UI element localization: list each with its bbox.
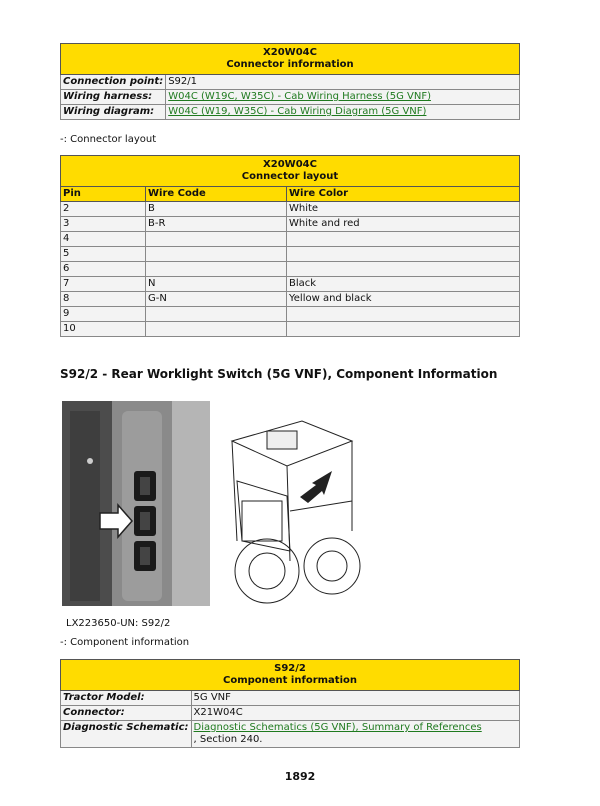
- switch-panel-photo: [62, 401, 210, 606]
- wire-color-cell: [287, 247, 520, 262]
- wire-color-cell: [287, 262, 520, 277]
- table-row: [61, 105, 520, 120]
- table-row: [61, 262, 520, 277]
- table-row: [61, 247, 520, 262]
- wire-code-cell: [146, 307, 287, 322]
- pin-cell: 5: [61, 247, 146, 262]
- table-row: [61, 277, 520, 292]
- wiring-harness-label: Wiring harness:: [61, 90, 166, 105]
- wire-color-cell: Black: [287, 277, 520, 292]
- wiring-diagram-link[interactable]: W04C (W19, W35C) - Cab Wiring Diagram (5G VNF): [168, 106, 427, 117]
- tractor-model-value: 5G VNF: [191, 691, 519, 706]
- table-row: [61, 232, 520, 247]
- wire-code-cell: [146, 262, 287, 277]
- connection-point-value: S92/1: [166, 75, 520, 90]
- wire-color-cell: Yellow and black: [287, 292, 520, 307]
- component-info-table: [60, 659, 520, 748]
- page-number: 1892: [284, 770, 316, 783]
- wire-color-cell: White and red: [287, 217, 520, 232]
- connector-label: Connector:: [61, 706, 192, 721]
- wire-color-cell: [287, 322, 520, 337]
- wire-code-cell: N: [146, 277, 287, 292]
- wire-code-cell: B-R: [146, 217, 287, 232]
- tractor-cab-illustration: [212, 401, 362, 606]
- switch-panel-illustration: [62, 401, 210, 606]
- connector-layout-note: -: Connector layout: [60, 134, 157, 145]
- connection-point-label: Connection point:: [61, 75, 166, 90]
- connector-layout-title: Connector layout: [241, 171, 339, 182]
- section-title: S92/2 - Rear Worklight Switch (5G VNF), Component Information: [60, 367, 498, 381]
- column-header-row: [61, 187, 520, 202]
- table-row: [61, 307, 520, 322]
- component-id: S92/2: [274, 663, 306, 674]
- diagnostic-schematic-value: [191, 721, 519, 748]
- table-row: [61, 721, 520, 748]
- pin-cell: 9: [61, 307, 146, 322]
- wire-code-cell: [146, 322, 287, 337]
- table-row: [61, 90, 520, 105]
- wire-code-cell: G-N: [146, 292, 287, 307]
- wire-code-cell: [146, 232, 287, 247]
- wire-color-cell: [287, 307, 520, 322]
- figure-caption: LX223650-UN: S92/2: [66, 618, 171, 629]
- tractor-cab-drawing: [212, 401, 362, 606]
- connector-value: X21W04C: [191, 706, 519, 721]
- wiring-diagram-label: Wiring diagram:: [61, 105, 166, 120]
- pin-cell: 10: [61, 322, 146, 337]
- component-info-title: Component information: [222, 675, 357, 686]
- table-row: [61, 292, 520, 307]
- wire-code-cell: B: [146, 202, 287, 217]
- layout-connector-id: X20W04C: [263, 159, 317, 170]
- table-row: [61, 691, 520, 706]
- wire-color-cell: White: [287, 202, 520, 217]
- connector-info-table: [60, 43, 520, 120]
- connector-layout-header: [61, 156, 520, 187]
- table-row: [61, 202, 520, 217]
- table-row: [61, 706, 520, 721]
- table-row: [61, 322, 520, 337]
- pin-column-header: Pin: [61, 187, 146, 202]
- pin-cell: 6: [61, 262, 146, 277]
- diagnostic-schematic-suffix: , Section 240.: [193, 734, 263, 745]
- connector-id: X20W04C: [263, 47, 317, 58]
- pin-cell: 3: [61, 217, 146, 232]
- wiring-harness-link[interactable]: W04C (W19C, W35C) - Cab Wiring Harness (5G VNF): [168, 91, 431, 102]
- pin-cell: 2: [61, 202, 146, 217]
- pin-cell: 4: [61, 232, 146, 247]
- pin-cell: 8: [61, 292, 146, 307]
- connector-info-title: Connector information: [226, 59, 354, 70]
- wire-code-column-header: Wire Code: [146, 187, 287, 202]
- table-row: [61, 217, 520, 232]
- wire-code-cell: [146, 247, 287, 262]
- diagnostic-schematic-label: Diagnostic Schematic:: [61, 721, 192, 748]
- connector-layout-table: [60, 155, 520, 337]
- pin-cell: 7: [61, 277, 146, 292]
- diagnostic-schematic-link[interactable]: Diagnostic Schematics (5G VNF), Summary of References: [193, 722, 482, 733]
- wire-color-cell: [287, 232, 520, 247]
- tractor-model-label: Tractor Model:: [61, 691, 192, 706]
- component-info-header: [61, 660, 520, 691]
- table-row: [61, 75, 520, 90]
- wire-color-column-header: Wire Color: [287, 187, 520, 202]
- component-info-note: -: Component information: [60, 637, 190, 648]
- connector-info-header: [61, 44, 520, 75]
